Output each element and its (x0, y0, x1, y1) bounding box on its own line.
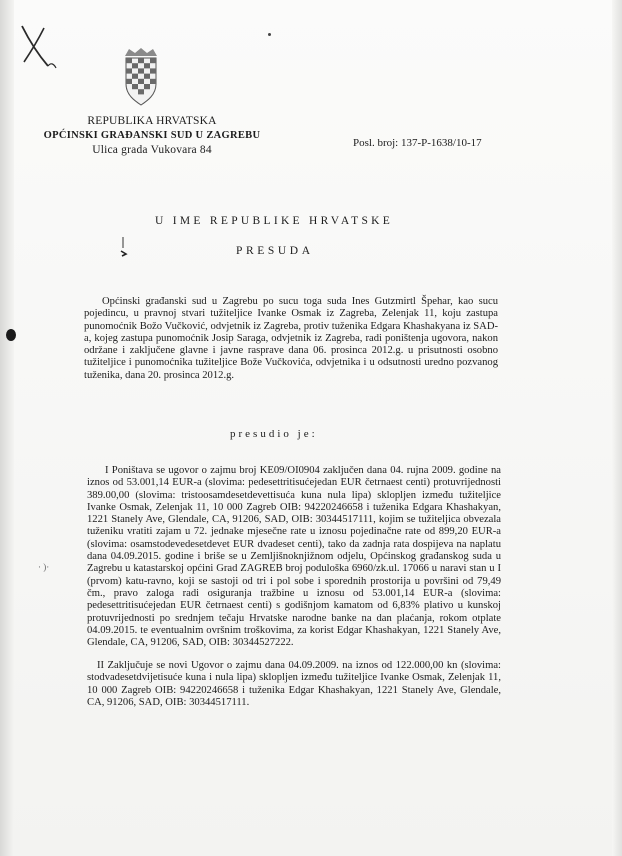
intro-paragraph: Općinski građanski sud u Zagrebu po sucu toga suda Ines Gutzmirtl Špehar, kao sucu pojedincu, u pravnoj stvari tužiteljice Ivanke Osmak iz Zagreba, Zelenjak 11, koju zastupa punomoćnik Božo Vučković, odvjetnik iz Zagreba, protiv tuženika Edgara Khashakyana iz SAD-a, kojeg zastupa punomoćnik Josip Saraga, odvjetnik iz Zagreba, radi poništenja ugovora, nakon održane i zaključene glavne i javne rasprave dana 06. prosinca 2012.g. u prisutnosti osobno tužiteljice i punomoćnika tužiteljice Bože Vučkovića, odvjetnika i u odsutnosti uredno pozvanog tuženika, dana 20. prosinca 2012.g. (84, 296, 498, 381)
court-header (38, 114, 266, 158)
document-type-title: PRESUDA (236, 245, 314, 257)
punch-hole (6, 329, 16, 341)
coat-of-arms-icon (123, 48, 159, 106)
ruling-item-1: I Poništava se ugovor o zajmu broj KE09/OI0904 zaključen dana 04. rujna 2009. godine na iznos od 53.001,14 EUR-a (slovima: pedesettritisućejedan EUR četrnaest centi) protuvrijednosti 389.00,00 (slovima: tristoosamdesetdevettisuća kuna nula lipa) sklopljen između tužiteljice Ivanke Osmak, Zelenjak 11, 10 000 Zagreb OIB: 94220246658 i tuženika Edgara Khashakyan, 1221 Stanely Ave, Glendale, CA, 91206, SAD, OIB: 30344517111, kojim se tužiteljica obvezala tuženiku vratiti zajam u 72. jednake mjesečne rate u iznosu pojedinačne rate od 899,20 EUR-a (slovima: osamstodevedesetdevet EUR dvadeset centi), tako da zadnja rata dospijeva na naplatu dana 04.09.2015. godine i briše se u Zemljišnoknjižnom odjelu, Općinskog građanskog suda u Zagrebu u katastarskoj općini Grad ZAGREB broj poduloška 6960/zk.ul. 17066 u naravi stan u I (prvom) katu-ravno, koji se sastoji od tri i pol sobe i sporednih prostorija u površini od 79,49 čm., pravo zaloga radi osiguranja tražbine u iznosu od 53.001,14 EUR-a (slovima: pedesettritisućejedan EUR četrnaest centi) s godišnjom kamatom od 6,83% plativo u kunskoj protuvrijednosti po srednjem tečaju Hrvatske narodne banke na dan plaćanja, rokom otplate 04.09.2015. te eventualnim ovršnim troškovima, za korist Edgar Khashakyan, 1221 Stanely Ave, Glendale, CA, 91206, SAD, OIB: 30344527222. (87, 465, 501, 649)
ruling-item-2: II Zaključuje se novi Ugovor o zajmu dana 04.09.2009. na iznos od 122.000,00 kn (slovima: stodvadesetdvijetisuće kuna i nula lipa) sklopljen između tužiteljice Ivanke Osmak, Zelenjak 11, 10 000 Zagreb OIB: 94220246658 i tuženika Edgar Khashakyan, 1221 Stanely Ave, Glendale, CA, 91206, SAD, OIB: 30344517111. (87, 660, 501, 708)
court-name: OPĆINSKI GRAĐANSKI SUD U ZAGREBU (43, 129, 261, 141)
pen-tick-mark (120, 236, 128, 258)
title-in-name-of-republic: U IME REPUBLIKE HRVATSKE (155, 215, 394, 227)
handwritten-x-mark (18, 22, 58, 72)
margin-dots: · )· (38, 562, 50, 572)
case-number: Posl. broj: 137-P-1638/10-17 (353, 137, 482, 149)
court-address: Ulica grada Vukovara 84 (92, 144, 212, 156)
scan-left-edge-shadow (0, 0, 14, 856)
ruling-heading: presudio je: (230, 428, 318, 440)
scan-right-edge-shadow (612, 0, 622, 856)
country-name: REPUBLIKA HRVATSKA (87, 115, 217, 127)
ink-speck (268, 33, 271, 36)
